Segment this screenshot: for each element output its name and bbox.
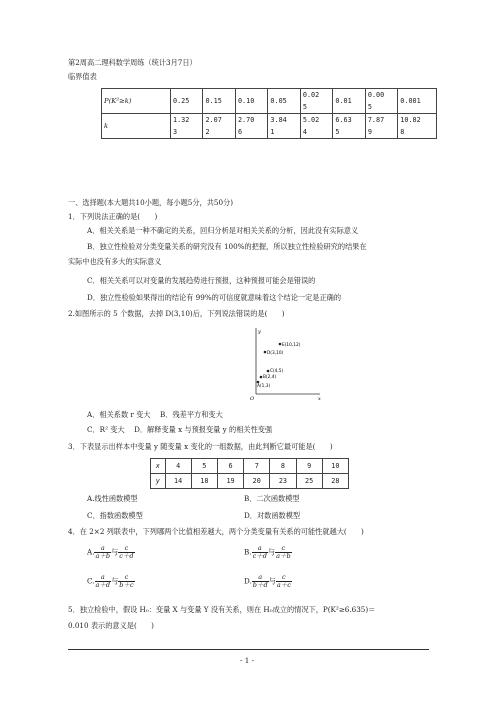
question-4-option-d [244,574,292,589]
question-2-options-cd: C．R² 变大 D．解释变量 x 与预报变量 y 的相关性变强 [87,425,273,434]
table-cell: 2.07 2 [203,114,235,139]
connector: 与 [111,576,119,586]
denominator: b＋c [119,581,134,589]
table-cell: 1.32 3 [171,114,203,139]
point-c [267,370,270,373]
footer-divider [68,649,429,650]
table-cell: 0.02 5 [300,89,332,114]
option-label: B. [244,547,252,557]
question-3-option-a: A.线性函数模型 [87,494,138,503]
page-number: - 1 - [240,656,254,665]
question-3-stem: 3．下表显示出样本中变量 y 随变量 x 变化的一组数据，由此判断它最可能是( ) [68,442,333,451]
table-row [151,474,349,489]
table-cell: 7 [244,459,270,474]
table-cell: 10 [322,459,348,474]
table-cell: y [151,474,166,489]
point-c-label: C(4,5) [270,369,284,374]
question-3-option-d: D．对数函数模型 [244,511,301,520]
question-1-option-c: C．相关关系可以对变量的发展趋势进行预报，这种预报可能会是错误的 [87,276,316,285]
question-5-stem: 5．独立检验中，假设 H₀：变量 X 与变量 Y 没有关系，则在 H₀成立的情况下，P(K²≥6.635)＝ [68,605,376,614]
table-cell: 28 [322,474,348,489]
table-cell: 0.001 [398,89,437,114]
table-cell: x [151,459,166,474]
point-e-label: E(10,12) [282,343,301,348]
numerator: a [94,545,111,553]
connector: 与 [268,576,276,586]
numerator: a [252,574,269,582]
question-1-option-d: D．独立性检验如果得出的结论有 99%的可信度就意味着这个结论一定是正确的 [87,293,342,302]
table-cell: k [102,114,171,139]
point-a [257,381,260,384]
question-1-option-b: B．独立性检验对分类变量关系的研究没有 100%的把握，所以独立性检验研究的结果在 [87,242,367,251]
table-cell: 0.00 5 [365,89,397,114]
option-label: D. [244,576,252,586]
fraction [94,545,111,560]
fraction [95,574,112,589]
fraction [118,545,134,560]
question-5-stem-cont: 0.010 表示的意义是( ) [68,621,154,630]
question-1-option-a: A．相关关系是一种不确定的关系，回归分析是对相关关系的分析，因此没有实际意义 [87,226,359,235]
table-row [102,114,437,139]
origin-label: O [250,396,255,402]
critical-value-table [101,88,437,139]
denominator: c＋d [252,552,267,560]
denominator: a＋b [276,552,291,560]
table-caption: 临界值表 [68,72,97,81]
table-cell: 5.02 4 [300,114,332,139]
table-cell: 3.84 1 [268,114,300,139]
fraction [252,574,269,589]
table-cell: 0.01 [333,89,365,114]
table-cell: 18 [191,474,217,489]
numerator: c [118,574,134,582]
fraction [118,574,134,589]
numerator: c [275,545,292,553]
table-cell: 9 [296,459,322,474]
point-a-label: A(1,3) [257,384,271,389]
table-cell: 0.10 [235,89,267,114]
point-d [264,351,267,354]
table-cell: 10.82 8 [398,114,437,139]
data-table [150,458,349,489]
numerator: a [252,545,268,553]
fraction [276,574,292,589]
question-4-option-a [87,545,135,560]
table-cell: 0.15 [203,89,235,114]
question-1-option-b-cont: 实际中也没有多大的实际意义 [68,257,162,266]
table-cell: 0.25 [171,89,203,114]
y-axis-label: y [258,329,261,335]
table-cell: 5 [191,459,217,474]
point-b [260,376,263,379]
table-cell: 8 [270,459,296,474]
denominator: a＋b [95,552,111,560]
question-4-stem: 4．在 2×2 列联表中，下列哪两个比值相差越大，两个分类变量有关系的可能性就越大( ) [68,527,364,536]
point-b-label: B(2,4) [263,375,277,380]
scatter-figure [220,326,328,402]
question-2-stem: 2.如图所示的 5 个数据，去掉 D(3,10)后，下列说法错误的是( ) [68,309,285,318]
question-2-options-ab: A．相关系数 r 变大 B．残差平方和变大 [87,410,223,419]
question-4-option-b [244,545,292,560]
table-row [102,89,437,114]
section-heading: 一、选择题(本大题共10小题，每小题5分，共50分) [68,198,234,207]
denominator: b＋d [252,581,268,589]
table-cell: 6.63 5 [333,114,365,139]
question-3-option-b: B．二次函数模型 [244,494,300,503]
point-e [279,343,282,346]
table-row [151,459,349,474]
table-cell: P(K²≥k) [102,89,171,114]
table-cell: 23 [270,474,296,489]
table-cell: 2.70 6 [235,114,267,139]
table-cell: 14 [165,474,191,489]
fraction [252,545,268,560]
x-axis-label: x [318,396,321,402]
table-cell: 7.87 9 [365,114,397,139]
table-cell: 0.05 [268,89,300,114]
numerator: c [276,574,292,582]
question-3-option-c: C．指数函数模型 [87,511,143,520]
denominator: c＋d [119,552,134,560]
table-cell: 25 [296,474,322,489]
question-4-option-c [87,574,135,589]
connector: 与 [111,547,119,557]
question-1-stem: 1．下列说法正确的是( ) [68,212,158,221]
denominator: a＋c [276,581,291,589]
option-label: A. [87,547,95,557]
point-d-label: D(3,10) [267,351,284,356]
numerator: a [95,574,112,582]
document-title: 第2周高二理科数学周练（统计3月7日） [68,58,197,67]
table-cell: 4 [165,459,191,474]
denominator: a＋d [95,581,111,589]
table-cell: 20 [244,474,270,489]
table-cell: 19 [217,474,243,489]
fraction [275,545,292,560]
numerator: c [118,545,134,553]
table-cell: 6 [217,459,243,474]
connector: 与 [267,547,276,557]
option-label: C. [87,576,95,586]
